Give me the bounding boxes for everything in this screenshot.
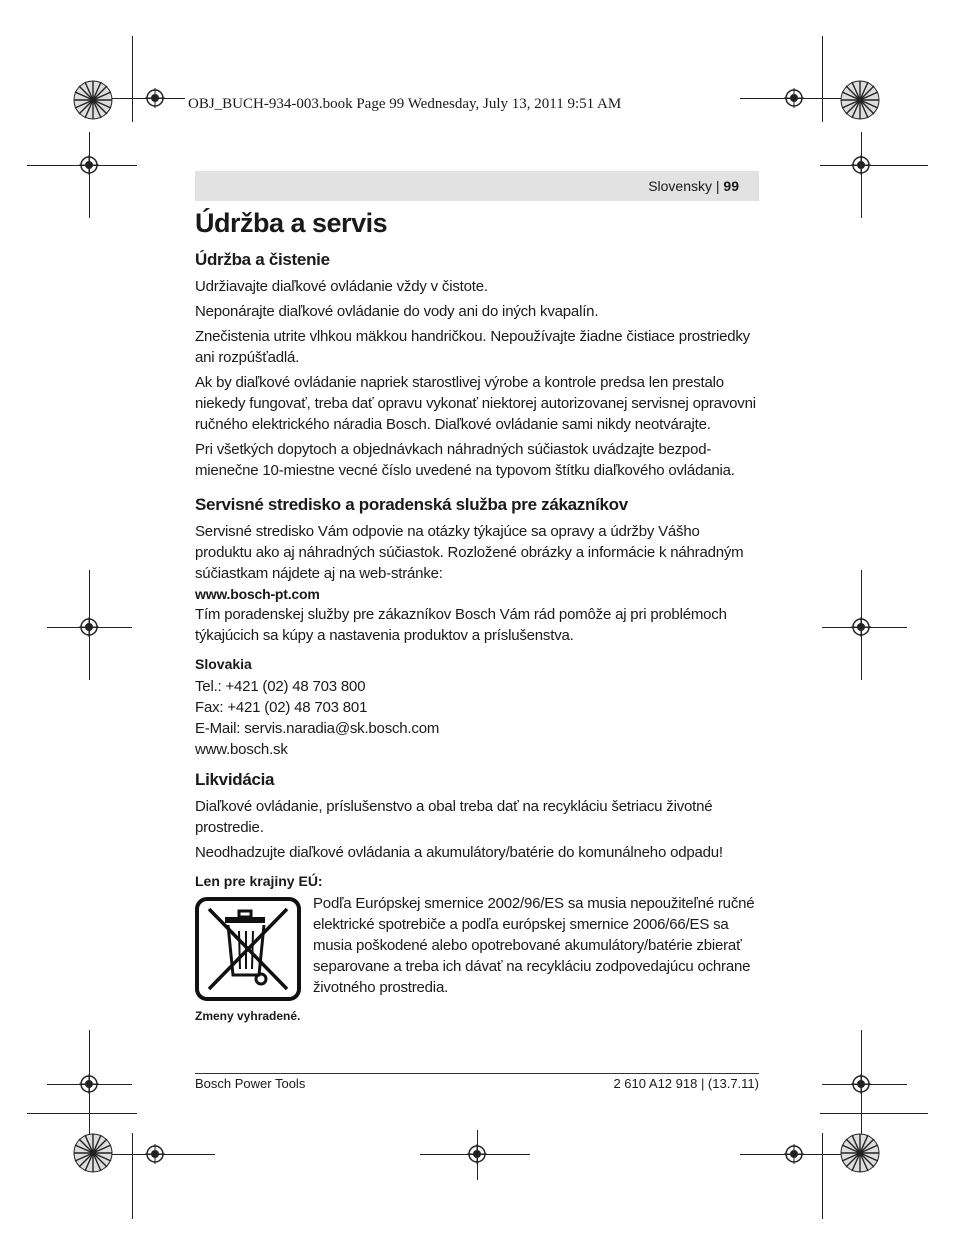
crosshair-icon [145,88,165,108]
footer-brand: Bosch Power Tools [195,1076,306,1091]
service-heading: Servisné stredisko a poradenská služba pre zákazníkov [195,495,628,514]
contact-fax: Fax: +421 (02) 48 703 801 [195,699,368,716]
star-target-icon [840,1133,880,1173]
eu-disposal-block [195,893,759,1001]
service-paragraph: Tím poradenskej služby pre zákazníkov Bosch Vám rád pomôže aj pri problémoch týkajúcich sa kúpy a nastavenia produktov a príslušenstva. [195,606,727,644]
crosshair-icon [784,88,804,108]
disposal-paragraph: Diaľkové ovládanie, príslušenstvo a obal treba dať na recykláciu šetriacu životné prostredie. [195,798,713,836]
header-language: Slovensky [648,178,712,194]
contact-email-link[interactable]: E-Mail: servis.naradia@sk.bosch.com [195,720,440,737]
page-header-bar [195,171,759,201]
disposal-paragraph: Neodhadzujte diaľkové ovládania a akumulátory/batérie do komunálneho odpadu! [195,844,723,861]
star-target-icon [840,80,880,120]
maintenance-paragraph: Znečistenia utrite vlhkou mäkkou handričkou. Nepoužívajte žiadne čistiace prostriedky ani rozpúšťadlá. [195,328,750,366]
header-separator: | [715,178,720,194]
contact-website-link[interactable]: www.bosch.sk [195,741,288,758]
print-slug: OBJ_BUCH-934-003.book Page 99 Wednesday, July 13, 2011 9:51 AM [188,96,622,112]
crossed-out-wheelie-bin-icon [195,897,301,1001]
crosshair-icon [79,617,99,637]
crosshair-icon [79,155,99,175]
page-content [195,208,759,1023]
star-target-icon [73,1133,113,1173]
eu-heading: Len pre krajiny EÚ: [195,873,323,889]
crosshair-icon [851,155,871,175]
service-paragraph: Servisné stredisko Vám odpovie na otázky týkajúce sa opravy a údržby Vášho produktu ako aj náhradných súčiastok. Rozložené obrázky a informácie k náhradným súčiastkam nájdete aj na web-stránke: [195,523,744,582]
disposal-heading: Likvidácia [195,770,275,789]
star-target-icon [73,80,113,120]
page-title: Údržba a servis [195,208,388,238]
maintenance-heading: Údržba a čistenie [195,250,330,269]
changes-reserved-note: Zmeny vyhradené. [195,1009,301,1023]
maintenance-paragraph: Neponárajte diaľkové ovládanie do vody ani do iných kvapalín. [195,303,599,320]
page-header [648,178,739,194]
crosshair-icon [79,1074,99,1094]
country-heading: Slovakia [195,656,252,672]
footer-doc-number: 2 610 A12 918 | (13.7.11) [613,1076,759,1091]
service-url-link[interactable]: www.bosch-pt.com [195,586,320,602]
maintenance-paragraph: Pri všetkých dopytoch a objednávkach náhradných súčiastok uvádzajte bezpod-mienečne 10-miestne vecné číslo uvedené na typovom štítku diaľkového ovládania. [195,441,735,479]
footer-divider [195,1073,759,1074]
maintenance-paragraph: Ak by diaľkové ovládanie napriek starostlivej výrobe a kontrole predsa len prestalo niekedy fungovať, treba dať opravu vykonať niektorej autorizovanej servisnej opravovni ručného elektrického náradia Bosch. Diaľkové ovládanie sami nikdy neotvárajte. [195,374,756,433]
crosshair-icon [784,1144,804,1164]
crosshair-icon [851,1074,871,1094]
crosshair-icon [467,1144,487,1164]
crosshair-icon [145,1144,165,1164]
crosshair-icon [851,617,871,637]
eu-directive-text: Podľa Európskej smernice 2002/96/ES sa musia nepoužiteľné ručné elektrické spotrebiče a podľa európskej smernice 2006/66/ES sa musia poškodené alebo opotrebované akumulátory/batérie zbierať separovane a treba ich dávať na recykláciu zodpovedajúcu ochrane životného prostredia. [313,895,755,996]
maintenance-paragraph: Udržiavajte diaľkové ovládanie vždy v čistote. [195,278,488,295]
contact-phone: Tel.: +421 (02) 48 703 800 [195,678,366,695]
contact-block [195,676,759,760]
page-number: 99 [723,178,739,194]
